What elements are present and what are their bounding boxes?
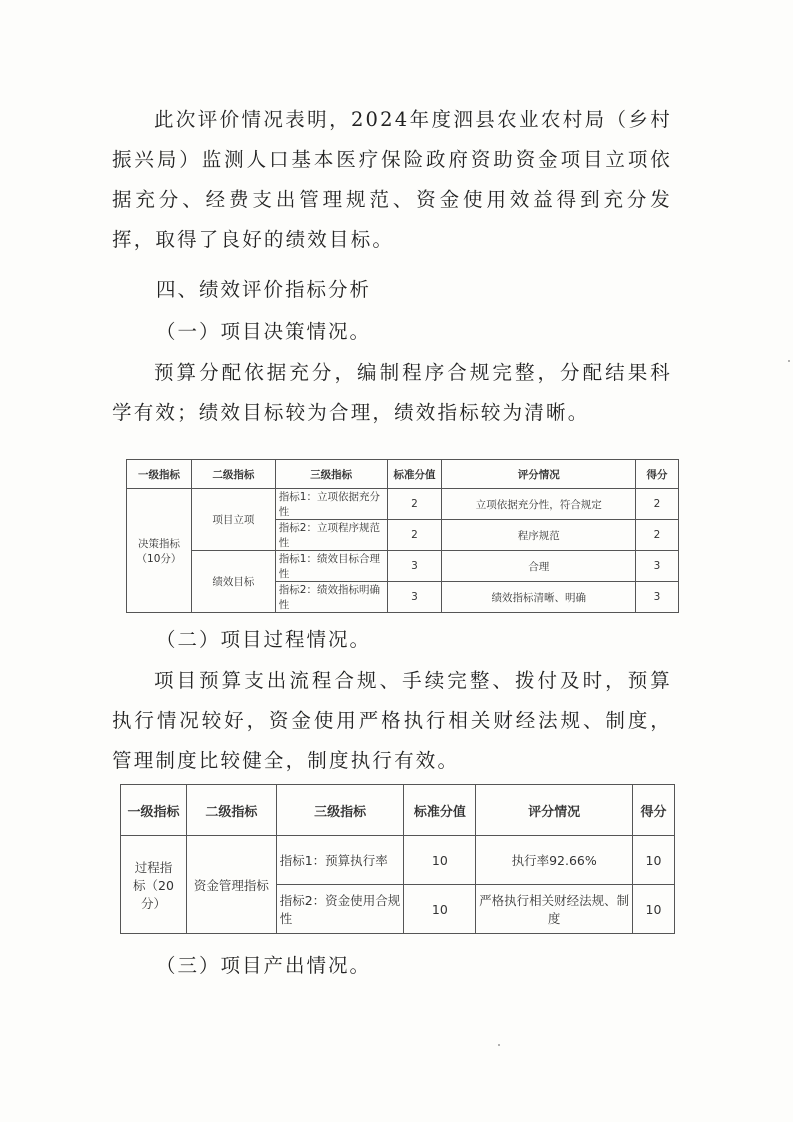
level1-cell: 过程指标（20分） bbox=[121, 836, 187, 934]
decision-paragraph: 预算分配依据充分，编制程序合规完整，分配结果科学有效；绩效目标较为合理，绩效指标较为清晰。 bbox=[112, 361, 672, 424]
header-evaluation: 评分情况 bbox=[476, 785, 633, 836]
level3-cell: 指标2：绩效指标明确性 bbox=[275, 582, 387, 613]
conclusion-paragraph: 此次评价情况表明，2024年度泗县农业农村局（乡村振兴局）监测人口基本医疗保险政府资助资金项目立项依据充分、经费支出管理规范、资金使用效益得到充分发挥，取得了良好的绩效目标。 bbox=[112, 108, 672, 251]
header-score: 得分 bbox=[633, 785, 675, 836]
table-row bbox=[127, 489, 679, 520]
evaluation-cell: 程序规范 bbox=[442, 520, 636, 551]
scan-speck bbox=[788, 360, 790, 362]
header-level1: 一级指标 bbox=[127, 460, 192, 489]
score-cell: 3 bbox=[636, 582, 679, 613]
level2-cell: 资金管理指标 bbox=[186, 836, 276, 934]
process-paragraph: 项目预算支出流程合规、手续完整、拨付及时，预算执行情况较好，资金使用严格执行相关财经法规、制度，管理制度比较健全，制度执行有效。 bbox=[112, 669, 672, 772]
decision-indicator-table bbox=[126, 459, 679, 613]
evaluation-cell: 执行率92.66% bbox=[476, 836, 633, 885]
score-cell: 10 bbox=[633, 885, 675, 934]
table-header-row bbox=[121, 785, 675, 836]
table-header-row bbox=[127, 460, 679, 489]
level2-cell: 绩效目标 bbox=[191, 551, 275, 613]
evaluation-cell: 严格执行相关财经法规、制度 bbox=[476, 885, 633, 934]
header-standard: 标准分值 bbox=[387, 460, 442, 489]
score-cell: 3 bbox=[636, 551, 679, 582]
score-cell: 2 bbox=[636, 489, 679, 520]
header-standard: 标准分值 bbox=[404, 785, 476, 836]
standard-cell: 3 bbox=[387, 582, 442, 613]
evaluation-cell: 立项依据充分性，符合规定 bbox=[442, 489, 636, 520]
process-indicator-table bbox=[120, 784, 675, 934]
standard-cell: 10 bbox=[404, 885, 476, 934]
table-row bbox=[127, 551, 679, 582]
score-cell: 10 bbox=[633, 836, 675, 885]
evaluation-cell: 合理 bbox=[442, 551, 636, 582]
evaluation-cell: 绩效指标清晰、明确 bbox=[442, 582, 636, 613]
level1-cell: 决策指标（10分） bbox=[127, 489, 192, 613]
standard-cell: 3 bbox=[387, 551, 442, 582]
level3-cell: 指标1：预算执行率 bbox=[276, 836, 404, 885]
header-level3: 三级指标 bbox=[275, 460, 387, 489]
standard-cell: 2 bbox=[387, 489, 442, 520]
header-level3: 三级指标 bbox=[276, 785, 404, 836]
level2-cell: 项目立项 bbox=[191, 489, 275, 551]
subsection-heading-process: （二）项目过程情况。 bbox=[156, 628, 372, 651]
header-evaluation: 评分情况 bbox=[442, 460, 636, 489]
scan-speck bbox=[498, 1044, 500, 1046]
subsection-heading-decision: （一）项目决策情况。 bbox=[156, 320, 372, 343]
table-row bbox=[121, 836, 675, 885]
level3-cell: 指标2：立项程序规范性 bbox=[275, 520, 387, 551]
level3-cell: 指标1：绩效目标合理性 bbox=[275, 551, 387, 582]
score-cell: 2 bbox=[636, 520, 679, 551]
subsection-heading-output: （三）项目产出情况。 bbox=[156, 954, 372, 977]
section-heading-4: 四、绩效评价指标分析 bbox=[156, 278, 372, 301]
standard-cell: 2 bbox=[387, 520, 442, 551]
header-level2: 二级指标 bbox=[191, 460, 275, 489]
level3-cell: 指标2：资金使用合规性 bbox=[276, 885, 404, 934]
header-level2: 二级指标 bbox=[186, 785, 276, 836]
standard-cell: 10 bbox=[404, 836, 476, 885]
header-level1: 一级指标 bbox=[121, 785, 187, 836]
level3-cell: 指标1：立项依据充分性 bbox=[275, 489, 387, 520]
header-score: 得分 bbox=[636, 460, 679, 489]
